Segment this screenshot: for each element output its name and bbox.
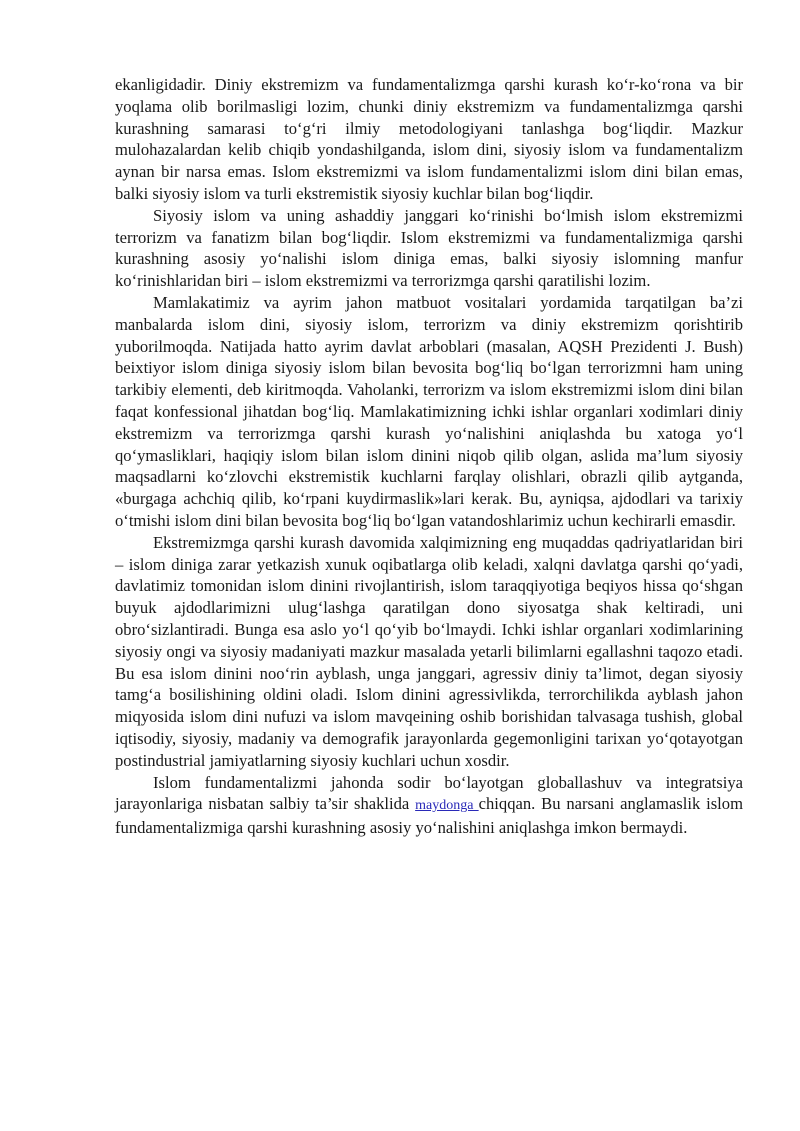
- document-page: [115, 74, 743, 839]
- paragraph-4: Ekstremizmga qarshi kurash davomida xalqimizning eng muqaddas qadriyatlaridan biri – islom diniga zarar yetkazish xunuk oqibatlarga olib keladi, xalqni davlatga qarshi qo‘yadi, davlatimiz tomonidan islom dinini rivojlantirish, islom taraqqiyotiga beqiyos hissa qo‘shgan buyuk ajdodlarimizni ulug‘lashga qaratilgan dono siyosatga shak keltiradi, uni obro‘sizlantiradi. Bunga esa aslo yo‘l qo‘yib bo‘lmaydi. Ichki ishlar organlari xodimlarining siyosiy ongi va siyosiy madaniyati mazkur masalada yetarli bilimlarni egallashni taqozo etadi. Bu esa islom dinini noo‘rin ayblash, unga janggari, agressiv diniy ta’limot, degan siyosiy tamg‘a bosilishining oldini oladi. Islom dinini agressivlikda, terrorchilikda ayblash jahon miqyosida islom dini nufuzi va islom mavqeining oshib borishidan talvasaga tushish, global iqtisodiy, siyosiy, madaniy va demografik jarayonlarda gegemonligini tarixan yo‘qotayotgan postindustrial jamiyatlarning siyosiy kuchlari uchun xosdir.: [115, 532, 743, 770]
- paragraph-5: [115, 772, 743, 839]
- paragraph-2: Siyosiy islom va uning ashaddiy janggari ko‘rinishi bo‘lmish islom ekstremizmi terrorizm va fanatizm bilan bog‘liqdir. Islom ekstremizmi va fundamentalizmiga qarshi kurashning asosiy yo‘nalishi islom diniga emas, balki siyosiy islomning manfur ko‘rinishlaridan biri – islom ekstremizmi va terrorizmga qarshi qaratilishi lozim.: [115, 205, 743, 291]
- paragraph-5-text-before: Islom fundamentalizmi jahonda sodir bo‘layotgan globallashuv va integratsiya jarayonlariga nisbatan salbiy ta’sir shaklida: [115, 772, 743, 814]
- paragraph-5-text-after: chiqqan. Bu narsani anglamaslik islom fundamentalizmiga qarshi kurashning asosiy yo‘nalishini aniqlashga imkon bermaydi.: [115, 794, 744, 838]
- maydonga-link[interactable]: maydonga: [415, 798, 479, 814]
- paragraph-1: ekanligidadir. Diniy ekstremizm va fundamentalizmga qarshi kurash ko‘r-ko‘rona va bir yoqlama olib borilmasligi lozim, chunki diniy ekstremizm va fundamentalizmga qarshi kurashning samarasi to‘g‘ri ilmiy metodologiyani tanlashga bog‘liqdir. Mazkur mulohazalardan kelib chiqib yondashilganda, islom dini, siyosiy islom va fundamentalizm aynan bir narsa emas. Islom ekstremizmi va islom fundamentalizmi islom dini bilan emas, balki siyosiy islom va turli ekstremistik siyosiy kuchlar bilan bog‘liqdir.: [115, 75, 743, 203]
- paragraph-3: Mamlakatimiz va ayrim jahon matbuot vositalari yordamida tarqatilgan ba’zi manbalarda islom dini, siyosiy islom, terrorizm va diniy ekstremizm qorishtirib yuborilmoqda. Natijada hatto ayrim davlat arboblari (masalan, AQSH Prezidenti J. Bush) beixtiyor islom diniga siyosiy islom bilan bevosita bog‘liq bo‘lgan terrorizmni ham uning tarkibiy elementi, deb kiritmoqda. Vaholanki, terrorizm va islom ekstremizmi islom dini bilan faqat konfessional jihatdan bog‘liq. Mamlakatimizning ichki ishlar organlari xodimlari diniy ekstremizm va terrorizmga qarshi kurash yo‘nalishini aniqlashda bu xatoga yo‘l qo‘ymasliklari, haqiqiy islom bilan islom dinini niqob qilib olgan, aslida ma’lum siyosiy maqsadlarni ko‘zlovchi ekstremistik kuchlarni farqlay olishlari, obrazli qilib aytganda, «burgaga achchiq qilib, ko‘rpani kuydirmaslik»lari kerak. Bu, ayniqsa, ajdodlari va tarixiy o‘tmishi islom dini bilan bevosita bog‘liq bo‘lgan vatandoshlarimiz uchun kechirarli emasdir.: [115, 292, 743, 530]
